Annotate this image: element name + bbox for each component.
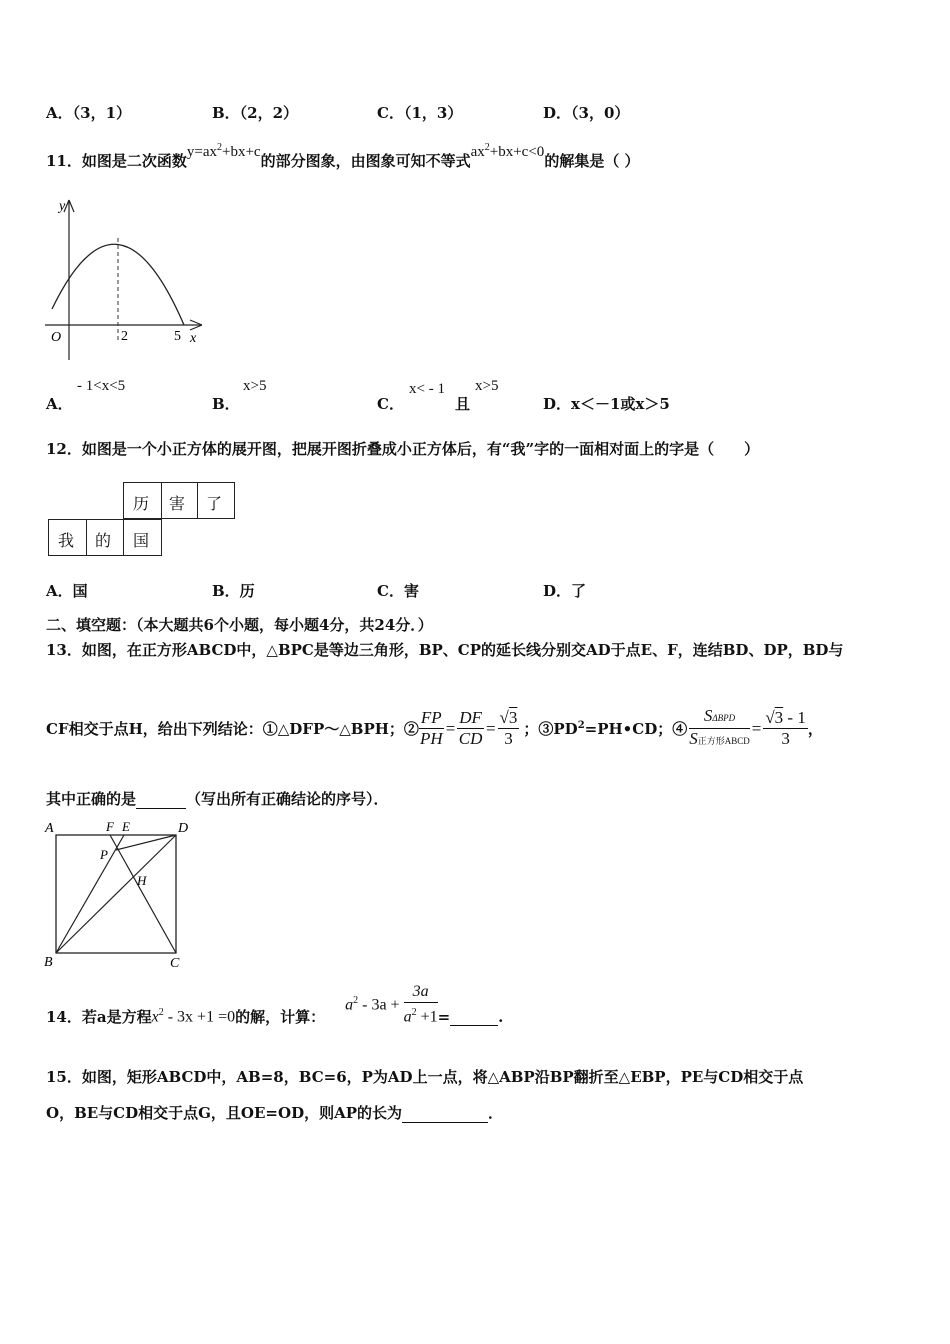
q11-option-c-label: C． xyxy=(377,395,404,413)
q12-stem: 12．如图是一个小正方体的展开图，把展开图折叠成小正方体后，有“我”字的一面相对面上的字是（ ） xyxy=(46,440,760,458)
q15-answer-blank[interactable] xyxy=(402,1104,488,1123)
q12-option-d: D．了 xyxy=(543,582,587,600)
x-label: x xyxy=(190,331,197,346)
label-b: B xyxy=(44,955,53,970)
segment-bd xyxy=(56,835,176,953)
fraction-root3-minus-1-over-3: $\frac{√3 - 1}{3}$ xyxy=(765,708,806,748)
origin-label: O xyxy=(51,330,62,345)
parabola-curve xyxy=(52,244,184,325)
q15-line2: O，BE与CD相交于点G，且OE=OD，则AP的长为 ． xyxy=(46,1104,504,1122)
q10-option-a: A．（3，1） xyxy=(46,104,132,122)
q11-stem: 11．如图是二次函数$y=ax^2+bx+c$的部分图象，由图象可知不等式$ax^2+bx+c<0$的解集是（ ） xyxy=(46,142,640,170)
label-d: D xyxy=(178,821,189,836)
label-h: H xyxy=(137,873,147,888)
q13-line1: 13．如图，在正方形ABCD中，△BPC是等边三角形，BP、CP的延长线分别交AD于点E、F，连结BD、DP，BD与 xyxy=(46,641,844,659)
tick-5-label: 5 xyxy=(174,329,181,344)
q11-option-a-label: A． xyxy=(46,395,73,413)
tick-2-label: 2 xyxy=(121,329,128,344)
q12-option-c: C．害 xyxy=(377,582,419,600)
net-cell-1 xyxy=(123,482,162,519)
q11-parabola-graph xyxy=(40,192,215,367)
q12-option-a: A．国 xyxy=(46,582,88,600)
section-heading: 二、填空题：（本大题共6个小题，每小题4分，共24分．） xyxy=(46,616,433,634)
label-c: C xyxy=(170,956,180,971)
segment-be xyxy=(56,835,124,953)
q13-line3: 其中正确的是 （写出所有正确结论的序号）． xyxy=(46,790,389,808)
q11-option-c-and: 且 xyxy=(455,395,471,413)
q11-option-d: D．x＜－1或x＞5 xyxy=(543,395,670,413)
fraction-df-cd: $\frac{DF}{CD}$ xyxy=(458,708,483,748)
q10-option-c: C．（1，3） xyxy=(377,104,463,122)
label-f: F xyxy=(106,819,114,834)
net-cell-2 xyxy=(160,482,198,519)
q14-answer-blank[interactable] xyxy=(450,1007,498,1026)
q13-answer-blank[interactable] xyxy=(136,790,186,809)
net-cell-1-text: 历 xyxy=(133,494,150,513)
q10-option-b: B．（2，2） xyxy=(212,104,299,122)
q15-line1: 15．如图，矩形ABCD中，AB=8，BC=6，P为AD上一点，将△ABP沿BP翻折至△EBP，PE与CD相交于点 xyxy=(46,1068,804,1086)
net-cell-4-text: 我 xyxy=(58,531,75,550)
segment-pd xyxy=(116,835,176,850)
q13-line2: CF相交于点H，给出下列结论：①△DFP～△BPH；② $\frac{FP}{PH}$ = $\frac{DF}{CD}$ = $\frac{√3}{3}$ ；$③PD^2=PH•CD$；④ $\frac{\text{SΔBPD}}{\text{S正方形ABCD}}$ = $\frac{√3 - 1}{3}$ ， xyxy=(46,706,823,751)
q10-option-d: D．（3，0） xyxy=(543,104,630,122)
q11-option-b-label: B． xyxy=(212,395,240,413)
label-a: A xyxy=(45,821,54,836)
q12-option-b: B．历 xyxy=(212,582,255,600)
fraction-root3-over-3: $\frac{√3}{3}$ xyxy=(499,708,518,748)
q12-cube-net xyxy=(48,482,240,558)
net-cell-2-text: 害 xyxy=(169,494,186,513)
net-cell-6-text: 国 xyxy=(133,531,150,550)
q11-option-b: x>5 xyxy=(243,378,267,394)
q14-fraction: $\frac{3a}{a^2 +1}$ xyxy=(403,983,438,1026)
q14-line: 14．若a是方程 $x^2 - 3x +1 =0$ 的解，计算： $a^2 - 3a$ + $\frac{3a}{a^2 +1}$ = . xyxy=(46,983,504,1027)
label-p: P xyxy=(100,847,108,862)
label-e: E xyxy=(122,819,130,834)
net-cell-3 xyxy=(197,482,235,519)
net-cell-5 xyxy=(87,519,124,556)
net-cell-5-text: 的 xyxy=(95,531,112,550)
q11-option-c-part2: x>5 xyxy=(475,378,499,394)
fraction-fp-ph: $\frac{FP}{PH}$ xyxy=(419,708,443,748)
y-label: y xyxy=(59,199,66,214)
q13-square-figure xyxy=(40,817,200,972)
fraction-area-ratio: $\frac{\text{SΔBPD}}{\text{S正方形ABCD}}$ xyxy=(689,706,750,748)
segment-cf xyxy=(110,835,176,953)
net-cell-4 xyxy=(48,519,87,556)
q11-option-a: - 1<x<5 xyxy=(77,378,126,394)
q11-option-c-part1: x< - 1 xyxy=(409,381,445,397)
net-cell-3-text: 了 xyxy=(206,494,223,513)
net-cell-6 xyxy=(123,519,162,556)
